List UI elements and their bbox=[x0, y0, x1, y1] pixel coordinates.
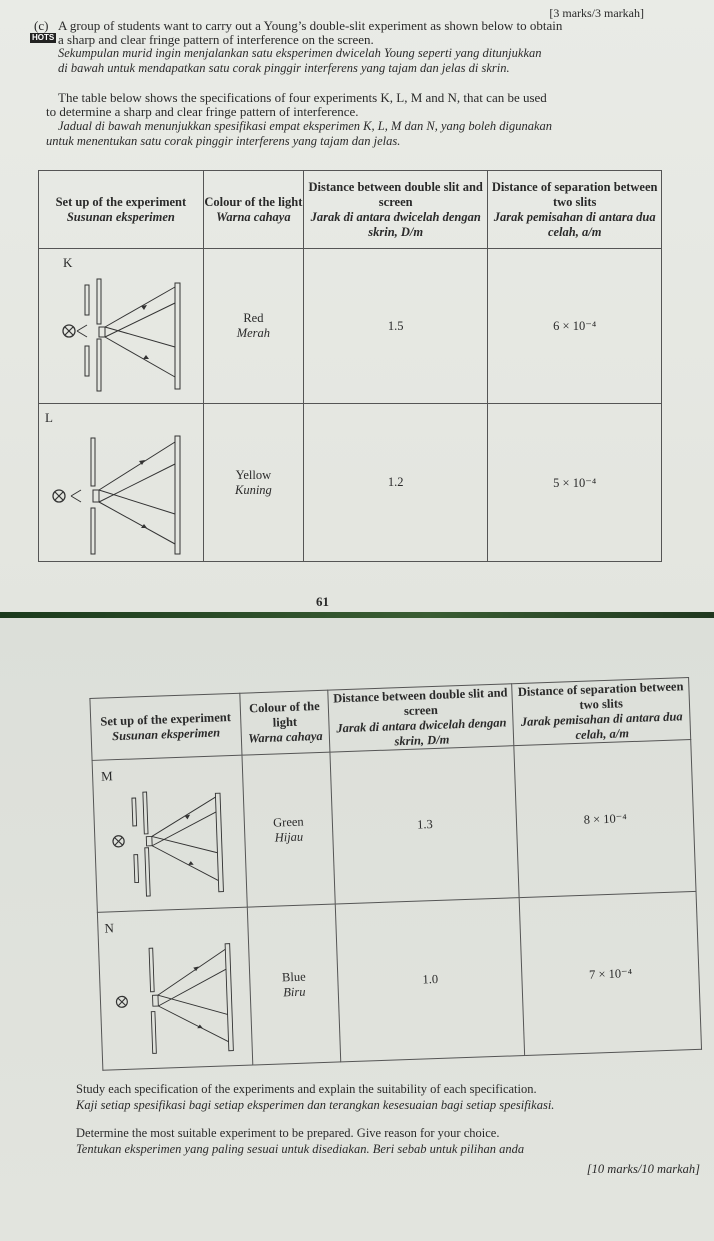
intro-english-line-2: a sharp and clear fringe pattern of interference on the screen. bbox=[58, 32, 374, 47]
intro-malay-line-2: di bawah untuk mendapatkan satu corak pinggir interferens yang tajam dan jelas di skrin. bbox=[58, 61, 510, 75]
table-intro-english-line-2: to determine a sharp and clear fringe pattern of interference. bbox=[46, 104, 359, 119]
experiment-label-k: K bbox=[63, 255, 73, 270]
separation-cell-m: 8 × 10⁻⁴ bbox=[514, 740, 696, 898]
header-setup-english-2: Set up of the experiment bbox=[100, 709, 232, 729]
header-setup-malay-2: Susunan eksperimen bbox=[111, 724, 221, 743]
table-intro-english-line-1: The table below shows the specifications of four experiments K, L, M and N, that can be used bbox=[58, 90, 547, 105]
experiment-label-n: N bbox=[104, 920, 115, 936]
header-distance-malay: Jarak di antara dwicelah dengan skrin, D/m bbox=[310, 209, 481, 239]
header-setup-2 bbox=[90, 693, 242, 760]
determine-instruction-malay: Tentukan eksperimen yang paling sesuai untuk disediakan. Beri sebab untuk pilihan anda bbox=[76, 1142, 525, 1156]
table-row-m bbox=[92, 740, 696, 913]
distance-cell-m: 1.3 bbox=[330, 746, 519, 904]
colour-english-n: Blue bbox=[281, 969, 306, 984]
intro-malay-line-1: Sekumpulan murid ingin menjalankan satu eksperimen dwicelah Young seperti yang ditunjukkan bbox=[58, 46, 542, 60]
header-distance bbox=[304, 171, 488, 249]
header-separation bbox=[488, 171, 662, 249]
header-distance-english-2: Distance between double slit and screen bbox=[332, 684, 508, 718]
table-row-k bbox=[39, 249, 662, 404]
header-separation-malay: Jarak pemisahan di antara dua celah, a/m bbox=[493, 209, 656, 239]
double-slit-diagram-n bbox=[109, 934, 249, 1063]
header-separation-2 bbox=[512, 678, 691, 746]
study-instruction-english: Study each specification of the experiments and explain the suitability of each specification. bbox=[76, 1082, 537, 1096]
header-separation-malay-2: Jarak pemisahan di antara dua celah, a/m bbox=[520, 708, 683, 742]
header-distance-malay-2: Jarak di antara dwicelah dengan skrin, D/m bbox=[336, 714, 507, 748]
setup-cell-m bbox=[92, 755, 247, 912]
distance-cell-k: 1.5 bbox=[304, 249, 488, 404]
table-intro-malay-line-2: untuk menentukan satu corak pinggir interferens yang tajam dan jelas. bbox=[46, 134, 401, 148]
colour-cell-n bbox=[247, 904, 341, 1065]
header-colour-english: Colour of the light bbox=[204, 194, 303, 209]
colour-malay-n: Biru bbox=[282, 984, 306, 999]
header-separation-english-2: Distance of separation between two slits bbox=[517, 678, 684, 712]
header-colour-malay-2: Warna cahaya bbox=[247, 728, 323, 746]
table-row-l bbox=[39, 404, 662, 562]
double-slit-diagram-l bbox=[47, 430, 197, 558]
colour-malay-m: Hijau bbox=[274, 829, 304, 845]
colour-english-m: Green bbox=[272, 814, 304, 830]
double-slit-diagram-m bbox=[105, 782, 239, 904]
specification-table-part-2 bbox=[89, 677, 702, 1071]
distance-cell-n: 1.0 bbox=[335, 898, 525, 1062]
header-setup-malay: Susunan eksperimen bbox=[66, 209, 175, 224]
header-setup-english: Set up of the experiment bbox=[55, 194, 187, 209]
header-colour-2 bbox=[240, 690, 330, 755]
marks-label-bottom: [10 marks/10 markah] bbox=[586, 1162, 700, 1176]
setup-cell-n bbox=[97, 907, 252, 1070]
hots-badge: HOTS bbox=[32, 33, 55, 42]
study-instruction-malay: Kaji setiap spesifikasi bagi setiap eksperimen dan terangkan kesesuaian bagi setiap spesifikasi. bbox=[76, 1098, 555, 1112]
determine-instruction-english: Determine the most suitable experiment to be prepared. Give reason for your choice. bbox=[76, 1126, 500, 1140]
colour-english-l: Yellow bbox=[235, 467, 272, 482]
table-row-n bbox=[97, 891, 701, 1070]
double-slit-diagram-k bbox=[57, 275, 197, 395]
question-label: (c) bbox=[34, 18, 49, 33]
header-setup bbox=[39, 171, 204, 249]
distance-cell-l: 1.2 bbox=[304, 404, 488, 562]
table-intro-malay-line-1: Jadual di bawah menunjukkan spesifikasi empat eksperimen K, L, M dan N, yang boleh digunakan bbox=[58, 119, 553, 133]
separation-cell-n: 7 × 10⁻⁴ bbox=[520, 891, 702, 1055]
header-separation-english: Distance of separation between two slits bbox=[491, 179, 658, 209]
header-colour-malay: Warna cahaya bbox=[216, 209, 291, 224]
setup-cell-l bbox=[39, 404, 204, 562]
header-colour-english-2: Colour of the light bbox=[248, 698, 320, 730]
colour-malay-l: Kuning bbox=[234, 482, 272, 497]
specification-table-part-2-wrapper bbox=[88, 637, 703, 1098]
colour-cell-l bbox=[203, 404, 303, 562]
colour-english-k: Red bbox=[243, 311, 264, 325]
separation-cell-l: 5 × 10⁻⁴ bbox=[488, 404, 662, 562]
header-distance-2 bbox=[328, 684, 514, 752]
colour-cell-k bbox=[203, 249, 303, 404]
colour-cell-m bbox=[242, 752, 336, 907]
colour-malay-k: Merah bbox=[236, 326, 271, 340]
specification-table-part-1 bbox=[38, 170, 662, 562]
page-one bbox=[0, 0, 714, 612]
header-colour bbox=[203, 171, 303, 249]
page-number: 61 bbox=[316, 594, 329, 609]
header-distance-english: Distance between double slit and screen bbox=[308, 179, 483, 209]
intro-english-line-1: A group of students want to carry out a Young’s double-slit experiment as shown below to obtain bbox=[58, 18, 563, 33]
setup-cell-k bbox=[39, 249, 204, 404]
marks-label-top: [3 marks/3 markah] bbox=[549, 6, 644, 20]
separation-cell-k: 6 × 10⁻⁴ bbox=[488, 249, 662, 404]
experiment-label-l: L bbox=[45, 410, 53, 425]
experiment-label-m: M bbox=[100, 768, 113, 784]
table-header-row bbox=[39, 171, 662, 249]
